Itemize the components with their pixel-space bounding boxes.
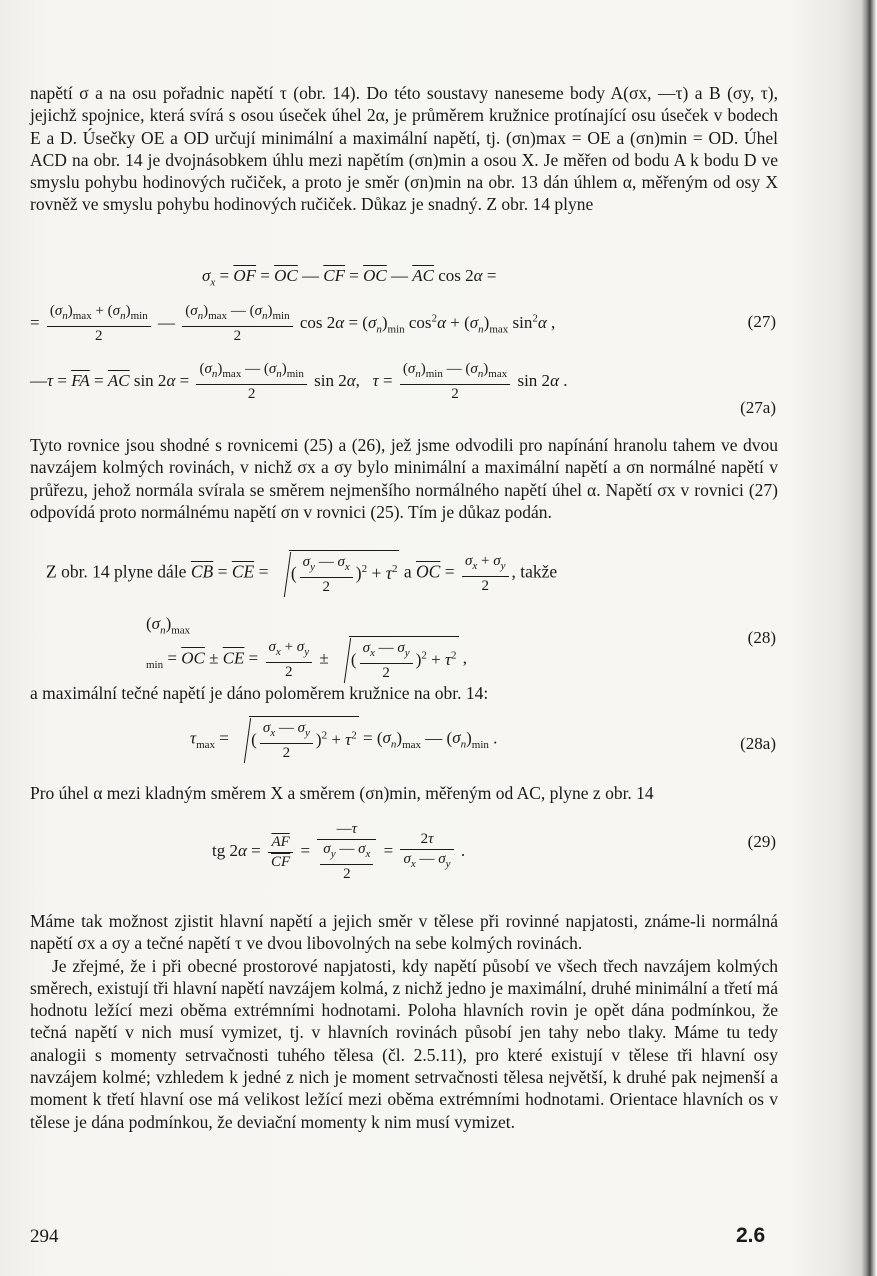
paragraph-6: Máme tak možnost zjistit hlavní napětí a jejich směr v tělese při rovinné napjatosti, známe-li normálná napětí σx a σy a tečné napětí τ ve dvou libovolných na sebe kolmých rovinách. — [30, 911, 778, 954]
equation-28: $(\sigma_n)_{max min} = \overline{OC} \pm \overline{CE}$ = $\frac{\sigma_x + \sigma_y}{2}$ ± ( $\frac{\sigma_x — \sigma_y}{2}$ )$^2 + \tau^2$ , (28) — [146, 614, 776, 682]
paragraph-intro — [30, 82, 778, 216]
paragraph-3-before: Z obr. 14 plyne dále — [46, 561, 187, 582]
book-spine-shadow — [861, 0, 877, 1276]
paragraph-3-mid: a — [403, 561, 412, 582]
equation-number-27a: (27a) — [740, 398, 776, 417]
equation-27: = $\frac{(\sigma_n)_{max} + (\sigma_n)_{min}}{2}$ — $\frac{(\sigma_n)_{max} — (\sigma_n)_{min}}{2}$ $\cos 2\alpha = (\sigma_n)_{min}$ $\cos^2\alpha + (\sigma_n)_{max}$ $\sin^2\alpha$ , (27) — [30, 303, 776, 344]
paragraph-4: a maximální tečné napětí je dáno poloměrem kružnice na obr. 14: — [30, 683, 489, 703]
paragraph-5: Pro úhel α mezi kladným směrem X a směrem (σn)min, měřeným od AC, plyne z obr. 14 — [30, 783, 654, 803]
equation-cb-ce-oc: Z obr. 14 plyne dále $\overline{CB} = \overline{CE}$ = ( $\frac{\sigma_y — \sigma_x}{2}$ )$^2 + \tau^2$ a $\overline{OC}$ = $\frac{\sigma_x + \sigma_y}{2}$ , takže — [30, 550, 778, 600]
equation-number-29: (29) — [747, 832, 776, 851]
section-number: 2.6 — [736, 1224, 766, 1247]
paragraph-7: Je zřejmé, že i při obecné prostorové napjatosti, kdy napětí působí ve všech třech navzájem kolmých směrech, existují tři hlavní napětí navzájem kolmá, z nichž jedno je maximální, druhé minimální a třetí má hodnotu ležící mezi oběma extrémními hodnotami. Poloha hlavních rovin je opět dána podmínkou, že tečná napětí v nich musí vymizet, tj. v hlavních rovinách působí jen tahy nebo tlaky. Máme tu tedy analogii s momenty setrvačnosti tuhého tělesa (čl. 2.5.11), pro které existují v tělese tři hlavní osy navzájem kolmé; vzhledem k jedné z nich je moment setrvačnosti tělesa největší, k druhé pak nejmenší a moment k třetí hlavní ose má velikost ležící mezi oběma extrémními hodnotami. Orientace hlavních os v tělese je dána podmínkou, že deviační momenty k nim musí vymizet. — [30, 955, 778, 1132]
equation-number-28: (28) — [747, 628, 776, 647]
equation-number-27: (27) — [747, 312, 776, 331]
paragraph-equivalence — [30, 434, 778, 523]
paragraph-max-shear — [30, 682, 778, 704]
paragraph-angle — [30, 782, 778, 804]
equation-sigma-x-line1: $\sigma_x = \overline{OF} = \overline{OC}$ — $\overline{CF} = \overline{OC}$ — $\overline{AC}$ cos 2α = — [202, 266, 497, 289]
paragraph-2: Tyto rovnice jsou shodné s rovnicemi (25) a (26), jež jsme odvodili pro napínání hranolu tahem ve dvou navzájem kolmých rovinách, v nichž σx a σy bylo minimální a maximální napětí a σn normálné napětí v průřezu, jehož normála svírala se směrem nejmenšího normálného napětí úhel α. Napětí σx v rovnici (27) odpovídá proto normálnému napětí σn v rovnici (25). Tím je důkaz podán. — [30, 435, 778, 522]
equation-27a: —τ = $\overline{FA} = \overline{AC}$ sin 2α = $\frac{(\sigma_n)_{max} — (\sigma_n)_{min}}{2}$ sin 2α, τ = $\frac{(\sigma_n)_{min} — (\sigma_n)_{max}}{2}$ sin 2α . (27a) — [30, 361, 776, 417]
paragraph-3-after: , takže — [511, 561, 558, 582]
paragraph-conclusion — [30, 910, 778, 1133]
equation-number-28a: (28a) — [740, 734, 776, 753]
equation-29: tg 2α = $\frac{\overline{AF}}{CF}$ = $\frac{—\tau}{\frac{\sigma_y — \sigma_x}{2}}$ = $\frac{2\tau}{\sigma_x — \sigma_y}$ . (29) — [212, 821, 776, 882]
equation-28a: $\tau_{max}$ = ( $\frac{\sigma_x — \sigma_y}{2}$ )$^2 + \tau^2 = (\sigma_n)_{max}$ — $(\sigma_n)_{min}$ . (28a) — [30, 716, 778, 770]
page-number: 294 — [30, 1226, 59, 1247]
paragraph-1: napětí σ a na osu pořadnic napětí τ (obr. 14). Do této soustavy naneseme body A(σx, —τ) a B (σy, τ), jejichž spojnice, která svírá s osou úseček úhel 2α, je průměrem kružnice protínající osu úseček v bodech E a D. Úsečky OE a OD určují minimální a maximální napětí, tj. (σn)max = OE a (σn)min = OD. Úhel ACD na obr. 14 je dvojnásobkem úhlu mezi napětím (σn)min a osou X. Je měřen od bodu A k bodu D ve smyslu pohybu hodinových ručiček, a proto je směr (σn)min na obr. 13 dán úhlem α, měřeným od osy X rovněž ve smyslu pohybu hodinových ručiček. Důkaz je snadný. Z obr. 14 plyne — [30, 83, 778, 215]
